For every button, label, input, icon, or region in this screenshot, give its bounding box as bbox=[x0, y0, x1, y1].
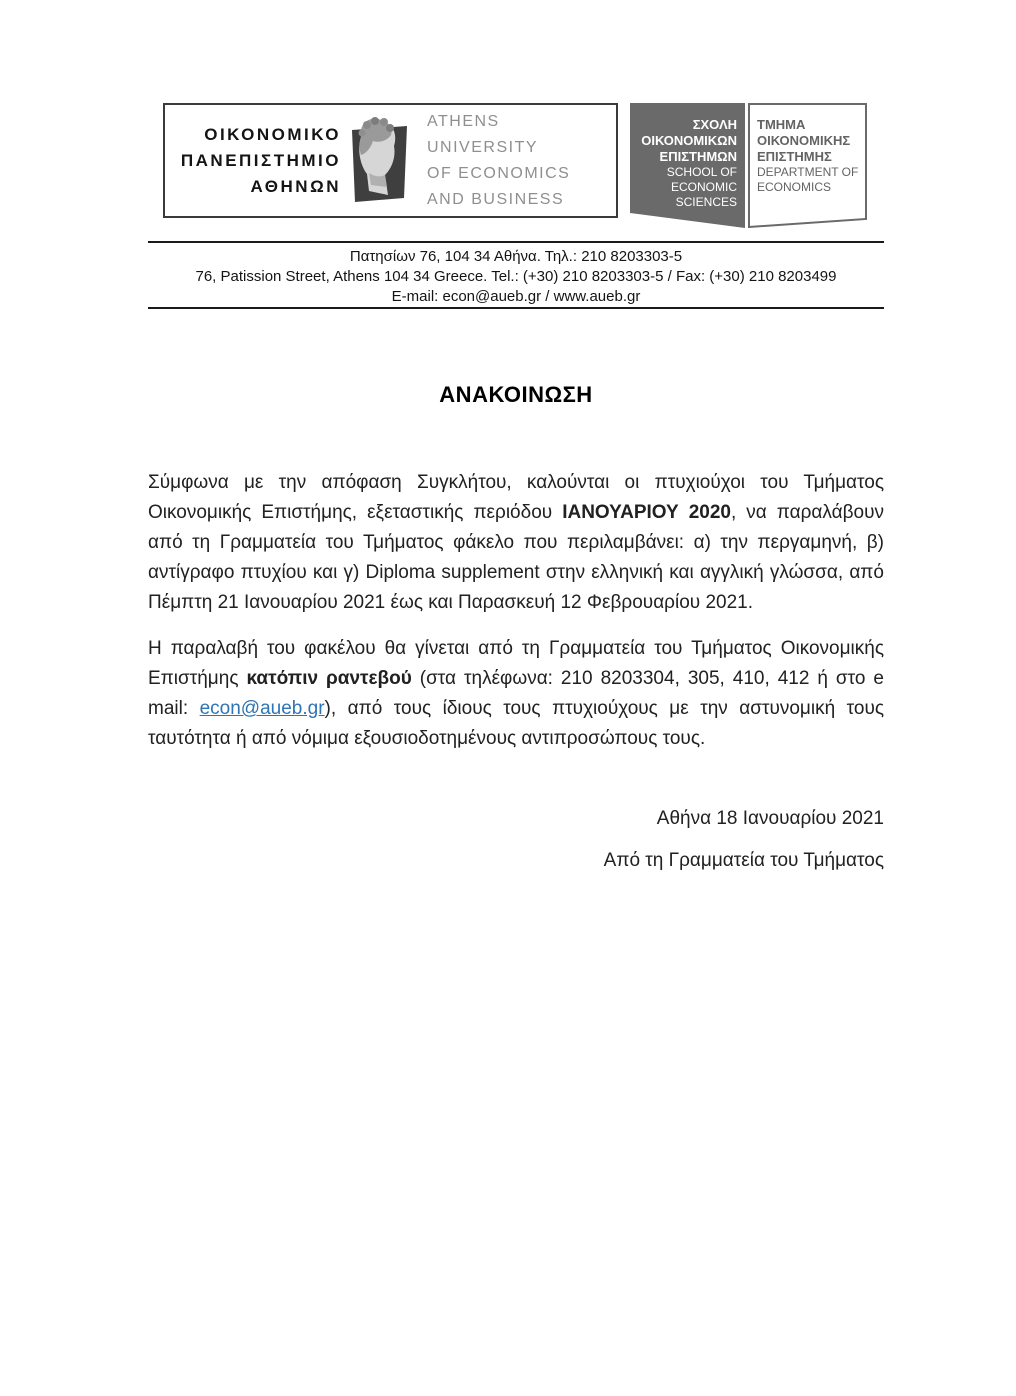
department-name-greek-line: ΟΙΚΟΝΟΜΙΚΗΣ bbox=[757, 133, 851, 148]
department-name-greek-line: ΕΠΙΣΤΗΜΗΣ bbox=[757, 149, 832, 164]
email-link[interactable]: econ@aueb.gr bbox=[199, 698, 325, 719]
school-name-english-line: SCHOOL OF bbox=[666, 165, 737, 179]
faculty-banners bbox=[630, 103, 867, 228]
hermes-statue-icon bbox=[347, 113, 411, 209]
department-banner-text bbox=[748, 103, 867, 195]
university-name-english-line: ATHENS UNIVERSITY bbox=[427, 112, 539, 156]
school-name-english-line: SCIENCES bbox=[675, 195, 737, 209]
university-name-greek-line: ΑΘΗΝΩΝ bbox=[250, 176, 341, 196]
text-run: Η παραλαβή του φακέλου θα γίνεται από τη Γραμματεία του Τμήματος Οικονομικής Επιστήμης bbox=[148, 638, 884, 689]
contact-address-english: 76, Patission Street, Athens 104 34 Greece. Tel.: (+30) 210 8203303-5 / Fax: (+30) 210 8203499 bbox=[195, 268, 837, 285]
university-name-greek-line: ΟΙΚΟΝΟΜΙΚΟ bbox=[204, 124, 341, 144]
body-paragraph bbox=[148, 634, 884, 754]
divider-top bbox=[148, 241, 884, 243]
university-logo bbox=[163, 103, 618, 218]
closing-block bbox=[148, 804, 884, 876]
contact-info bbox=[148, 247, 884, 307]
date-line: Αθήνα 18 Ιανουαρίου 2021 bbox=[656, 808, 884, 829]
university-name-english-line: OF ECONOMICS bbox=[427, 164, 571, 182]
signature-line: Από τη Γραμματεία του Τμήματος bbox=[603, 850, 884, 871]
school-name-greek-line: ΟΙΚΟΝΟΜΙΚΩΝ bbox=[641, 133, 737, 148]
university-name-english-line: AND BUSINESS bbox=[427, 190, 565, 208]
department-name-greek-line: ΤΜΗΜΑ bbox=[757, 117, 806, 132]
department-name-english-line: DEPARTMENT OF bbox=[757, 165, 859, 179]
body-paragraph bbox=[148, 468, 884, 618]
school-name-greek-line: ΣΧΟΛΗ bbox=[692, 117, 737, 132]
contact-email-web: E-mail: econ@aueb.gr / www.aueb.gr bbox=[391, 288, 641, 305]
school-banner-text bbox=[630, 103, 745, 210]
school-name-greek-line: ΕΠΙΣΤΗΜΩΝ bbox=[659, 149, 737, 164]
document-body bbox=[148, 468, 884, 876]
letterhead bbox=[163, 103, 868, 228]
text-run: ), από τους ίδιους τους πτυχιούχους με την αστυνομική τους ταυτότητα ή από νόμιμα εξουσιοδοτημένους αντιπροσώπους τους. bbox=[148, 698, 884, 749]
school-name-english-line: ECONOMIC bbox=[671, 180, 737, 194]
text-run: Σύμφωνα με την απόφαση Συγκλήτου, καλούνται οι πτυχιούχοι του Τμήματος Οικονομικής Επιστήμης, εξεταστικής περιόδου bbox=[148, 472, 884, 523]
page-title: ΑΝΑΚΟΙΝΩΣΗ bbox=[439, 382, 593, 407]
bold-text-run: ΙΑΝΟΥΑΡΙΟΥ 2020 bbox=[562, 502, 731, 523]
bold-text-run: κατόπιν ραντεβού bbox=[246, 668, 412, 689]
school-banner bbox=[630, 103, 745, 228]
text-run: , να παραλάβουν από τη Γραμματεία του Τμήματος φάκελο που περιλαμβάνει: α) την περγαμηνή, β) αντίγραφο πτυχίου και γ) Diploma supplement στην ελληνική και αγγλική γλώσσα, από Πέμπτη 21 Ιανουαρίου 2021 έως και Παρασκευή 12 Φεβρουαρίου 2021. bbox=[148, 502, 885, 613]
department-name-english-line: ECONOMICS bbox=[757, 180, 832, 194]
department-banner bbox=[748, 103, 867, 228]
university-name-english bbox=[427, 109, 600, 213]
contact-address-greek: Πατησίων 76, 104 34 Αθήνα. Τηλ.: 210 8203303-5 bbox=[349, 248, 683, 265]
divider-bottom bbox=[148, 307, 884, 309]
university-name-greek-line: ΠΑΝΕΠΙΣΤΗΜΙΟ bbox=[180, 150, 341, 170]
text-run: (στα τηλέφωνα: 210 8203304, 305, 410, 412 ή στο e mail: bbox=[148, 668, 884, 719]
university-name-greek bbox=[175, 122, 341, 200]
